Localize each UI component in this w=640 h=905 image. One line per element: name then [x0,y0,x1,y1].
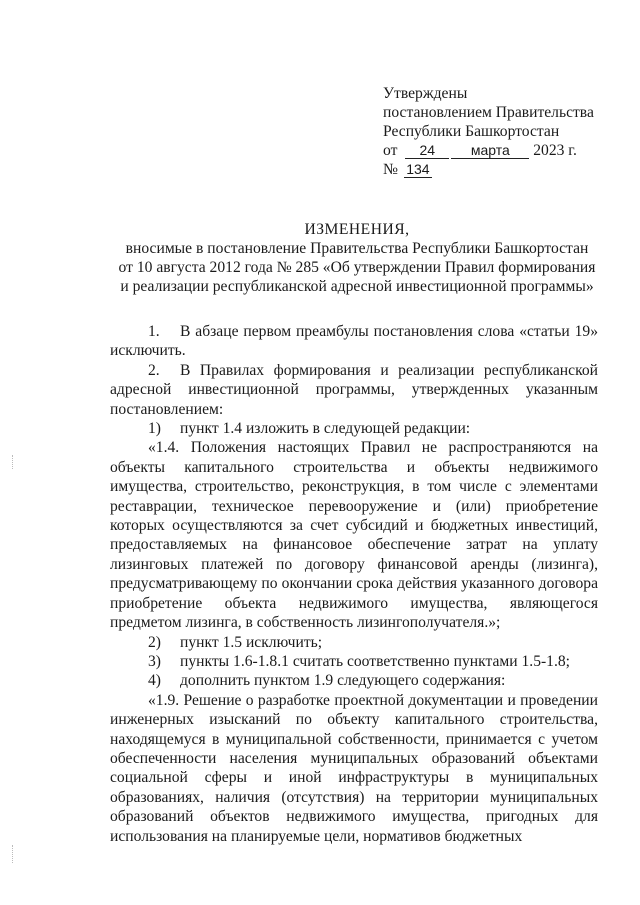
paragraph-2-text: В Правилах формирования и реализации республиканской адресной инвестиционной программы, утвержденных указанным постановлением: [110,361,598,418]
number-field: 134 [404,162,432,178]
scan-edge-mark [12,845,15,863]
title-line-2: от 10 августа 2012 года № 285 «Об утверждении Правил формирования [118,259,596,276]
item-1-label: 1) [148,420,161,438]
item-1 [110,419,598,438]
item-2-label: 2) [148,633,161,651]
document-body [110,322,598,846]
item-1-text: пункт 1.4 изложить в следующей редакции: [180,420,471,438]
approval-line-1: Утверждены [383,85,468,102]
item-4 [110,671,598,690]
title-line-3: и реализации республиканской адресной инвестиционной программы» [120,278,594,295]
quote-1-4: «1.4. Положения настоящих Правил не распространяются на объекты капитального строительства и объекты недвижимого имущества, строительство, реконструкция, в том числе с элементами реставрации, техническое перевооружение и (или) приобретение которых осуществляются за счет субсидий и бюджетных инвестиций, предоставляемых на финансовое обеспечение затрат на уплату лизинговых платежей по договору финансовой аренды (лизинга), предусматривающему по окончании срока действия указанного договора приобретение объекта недвижимого имущества, являющегося предметом лизинга, в собственность лизингополучателя.»; [110,439,598,632]
approval-line-2: постановлением Правительства [383,104,594,121]
date-year: 2023 г. [533,142,577,159]
item-4-text: дополнить пунктом 1.9 следующего содержания: [180,672,506,690]
date-day-field: 24 [405,143,449,159]
quote-1-9: «1.9. Решение о разработке проектной документации и проведении инженерных изысканий по объекту капитального строительства, находящемуся в муниципальной собственности, принимается с учетом обеспеченности населения муниципальных образований объектами социальной сферы и иной инфраструктуры в муниципальных образованиях, наличия (отсутствия) на территории муниципальных образований объектов недвижимого имущества, пригодных для использования на планируемые цели, нормативов бюджетных [110,691,598,845]
paragraph-1 [110,322,598,361]
approval-number [383,160,594,179]
document-title [96,220,618,296]
title-line-1: вносимые в постановление Правительства Республики Башкортостан [125,240,589,257]
item-2-text: пункт 1.5 исключить; [180,633,323,651]
paragraph-1-label: 1. [148,323,160,340]
item-3-label: 3) [148,652,161,670]
item-2 [110,633,598,652]
number-prefix: № [383,161,398,178]
approval-date [383,141,594,160]
date-month-field: марта [451,143,529,159]
item-3-text: пункты 1.6-1.8.1 считать соответственно пунктами 1.5-1.8; [180,652,571,670]
paragraph-2 [110,361,598,419]
approval-line-3: Республики Башкортостан [383,123,560,140]
approval-stamp [383,84,594,179]
title-heading: ИЗМЕНЕНИЯ, [304,221,410,238]
scan-edge-mark [12,455,15,469]
paragraph-1-text: В абзаце первом преамбулы постановления слова «статьи 19» исключить. [110,323,598,360]
item-3 [110,652,598,671]
date-prefix: от [383,142,398,159]
paragraph-2-label: 2. [148,361,160,379]
item-4-label: 4) [148,672,161,690]
